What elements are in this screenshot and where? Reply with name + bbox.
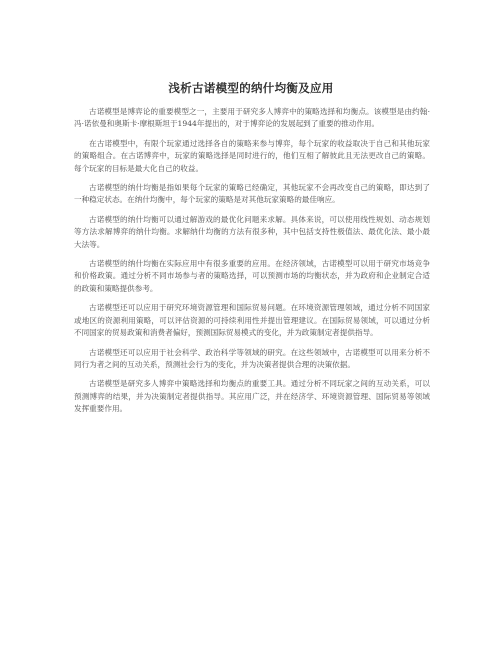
paragraph: 古诺模型的纳什均衡在实际应用中有很多重要的应用。在经济领域，古诺模型可以用于研究市场竞争和价格政策。通过分析不同市场参与者的策略选择，可以预测市场的均衡状态，并为政府和企业制定合适的政策和策略提供参考。	[74, 259, 430, 293]
document-body	[74, 106, 430, 423]
paragraph: 古诺模型的纳什均衡可以通过解游戏的最优化问题来求解。具体来说，可以使用线性规划、动态规划等方法求解博弈的纳什均衡。求解纳什均衡的方法有很多种，其中包括支持性极值法、最优化法、最小最大法等。	[74, 214, 430, 249]
paragraph: 在古诺模型中，有限个玩家通过选择各自的策略来参与博弈，每个玩家的收益取决于自己和其他玩家的策略组合。在古诺博弈中，玩家的策略选择是同时进行的，他们互相了解彼此且无法更改自己的策略。每个玩家的目标是最大化自己的收益。	[74, 138, 430, 173]
paragraph: 古诺模型还可以应用于社会科学、政治科学等领域的研究。在这些领域中，古诺模型可以用来分析不同行为者之间的互动关系，预测社会行为的变化，并为决策者提供合理的决策依据。	[74, 347, 430, 369]
paragraph: 古诺模型是博弈论的重要模型之一，主要用于研究多人博弈中的策略选择和均衡点。该模型是由约翰·冯·诺依曼和奥斯卡·摩根斯坦于1944年提出的，对于博弈论的发展起到了重要的推动作用。	[74, 107, 430, 129]
paragraph: 古诺模型还可以应用于研究环境资源管理和国际贸易问题。在环境资源管理领域，通过分析不同国家或地区的资源利用策略，可以评估资源的可持续利用性并提出管理建议。在国际贸易领域，可以通过分析不同国家的贸易政策和消费者偏好，预测国际贸易模式的变化，并为政策制定者提供指导。	[74, 303, 430, 338]
document-title: 浅析古诺模型的纳什均衡及应用	[168, 81, 334, 95]
paragraph: 古诺模型是研究多人博弈中策略选择和均衡点的重要工具。通过分析不同玩家之间的互动关系，可以预测博弈的结果，并为决策制定者提供指导。其应用广泛，并在经济学、环境资源管理、国际贸易等领域发挥重要作用。	[74, 379, 430, 414]
paragraph: 古诺模型的纳什均衡是指如果每个玩家的策略已经确定，其他玩家不会再改变自己的策略，即达到了一种稳定状态。在纳什均衡中，每个玩家的策略是对其他玩家策略的最佳响应。	[74, 183, 430, 205]
